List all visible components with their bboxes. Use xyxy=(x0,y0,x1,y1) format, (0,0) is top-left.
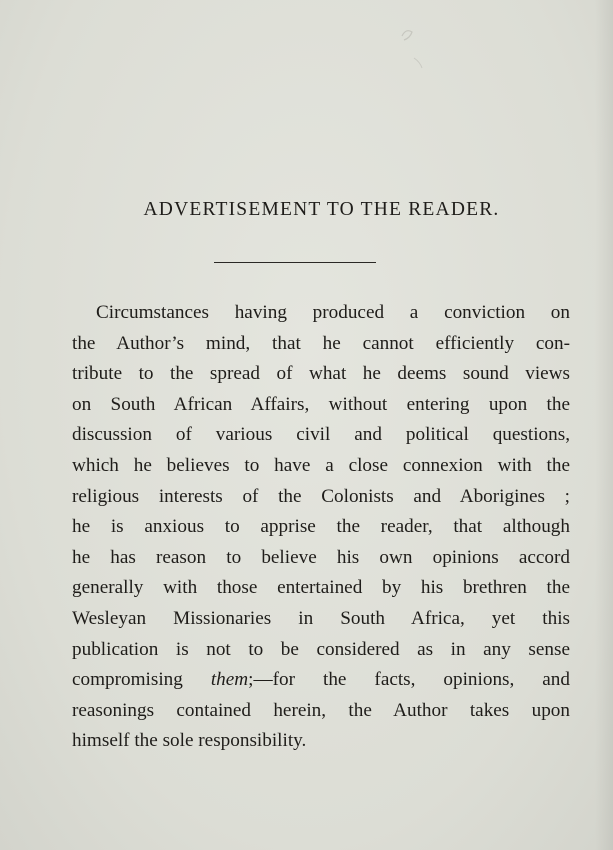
title-divider-rule xyxy=(214,262,376,263)
paragraph-line: he has reason to believe his own opinions accord xyxy=(72,546,570,568)
emphasized-word: them xyxy=(210,669,249,691)
line-text-after-emphasis: ;—for the facts, opinions, and xyxy=(248,669,570,691)
line-text-before-emphasis: compromising xyxy=(72,669,211,691)
paragraph-line: he is anxious to apprise the reader, that although xyxy=(72,516,570,538)
paragraph-line: Wesleyan Missionaries in South Africa, yet this xyxy=(72,607,570,629)
paper-blemish xyxy=(392,22,432,70)
paragraph-line: which he believes to have a close connexion with the xyxy=(72,454,570,476)
paragraph-line: generally with those entertained by his brethren the xyxy=(72,577,570,599)
page-edge-shadow xyxy=(595,0,613,850)
advertisement-paragraph xyxy=(72,298,570,757)
paragraph-line: publication is not to be considered as in any sense xyxy=(72,638,570,660)
paragraph-line: himself the sole responsibility. xyxy=(72,730,307,752)
paragraph-line: tribute to the spread of what he deems sound views xyxy=(72,363,570,385)
paragraph-line: discussion of various civil and political questions, xyxy=(72,424,570,446)
paragraph-line-with-emphasis xyxy=(72,665,570,696)
paragraph-line: religious interests of the Colonists and Aborigines ; xyxy=(72,485,570,507)
paragraph-line: reasonings contained herein, the Author takes upon xyxy=(72,699,570,721)
paragraph-line: on South African Affairs, without entering upon the xyxy=(72,393,570,415)
paragraph-line: the Author’s mind, that he cannot efficiently con- xyxy=(72,332,570,354)
paragraph-line: Circumstances having produced a conviction on xyxy=(96,302,570,323)
page-title: ADVERTISEMENT TO THE READER. xyxy=(143,199,500,220)
